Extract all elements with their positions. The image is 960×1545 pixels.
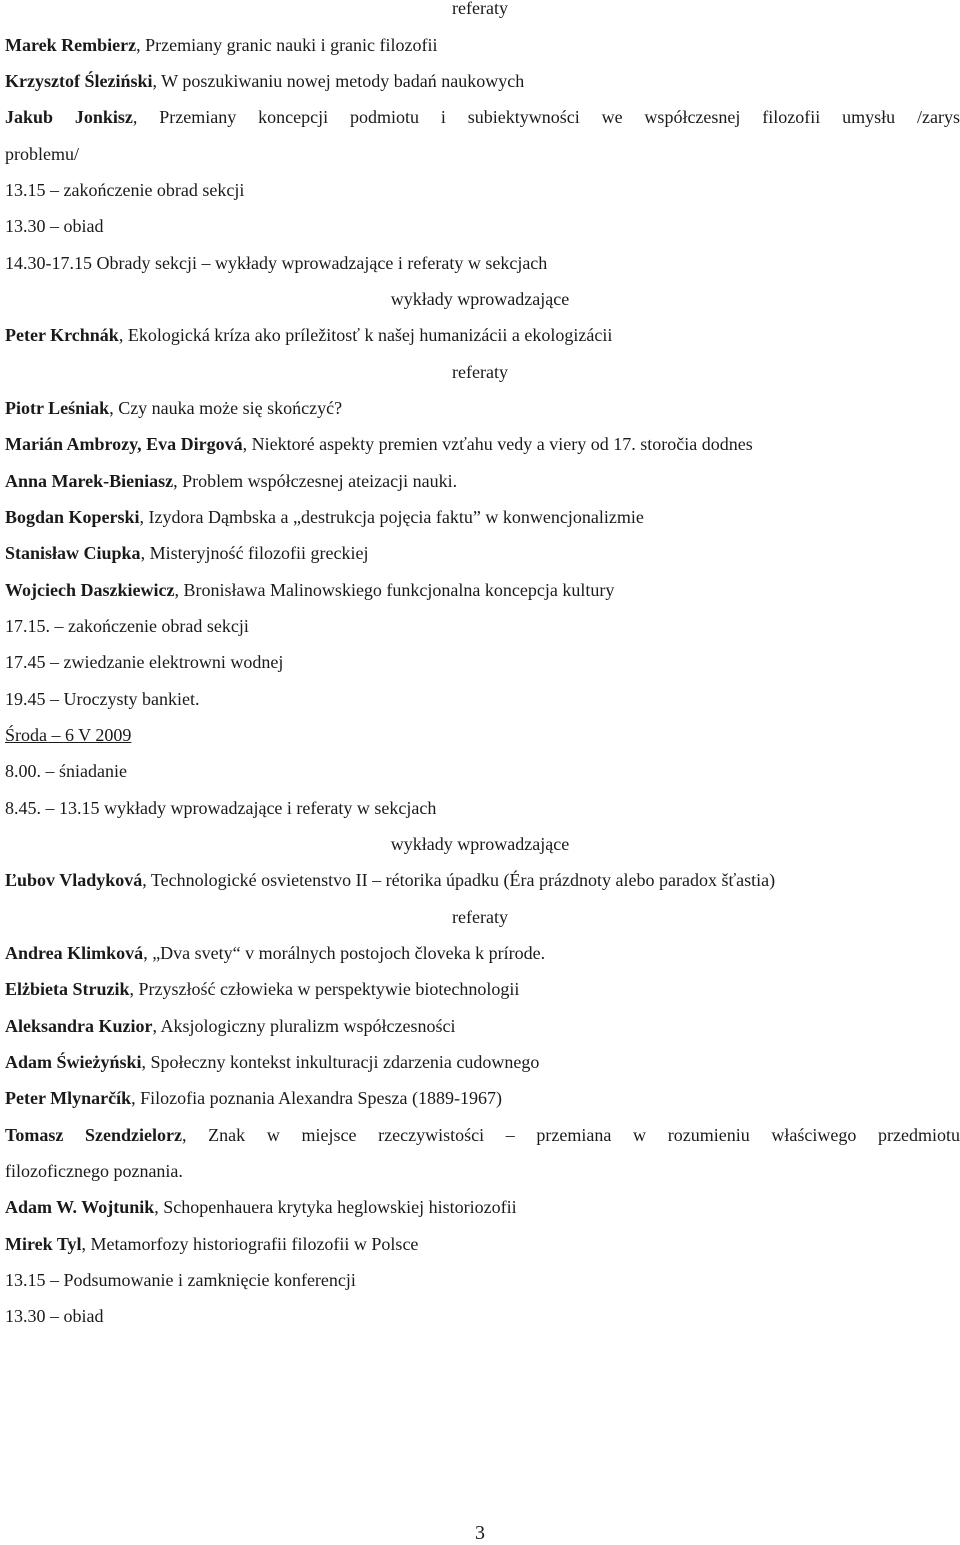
author-name: Elżbieta Struzik <box>5 979 130 999</box>
author-name: Ľubov Vladyková <box>5 870 143 890</box>
author-name: Wojciech Daszkiewicz <box>5 580 175 600</box>
entry-title: , Znak w miejsce rzeczywistości – przemiana w rozumieniu właściwego przedmiotu <box>181 1125 960 1145</box>
entry-title: , Ekologická kríza ako príležitosť k našej humanizácii a ekologizácii <box>118 325 613 345</box>
entry-ciupka <box>5 543 960 563</box>
entry-title: , Problem współczesnej ateizacji nauki. <box>173 471 458 491</box>
page-number: 3 <box>475 1522 485 1544</box>
entry-title: , „Dva svety“ v morálnych postojoch človeka k prírode. <box>143 943 546 963</box>
author-name: Andrea Klimková <box>5 943 144 963</box>
author-name: Piotr Leśniak <box>5 398 110 418</box>
entry-title: , Przyszłość człowieka w perspektywie biotechnologii <box>129 979 520 999</box>
entry-title: , Metamorfozy historiografii filozofii w Polsce <box>81 1234 419 1254</box>
schedule-item: 19.45 – Uroczysty bankiet. <box>5 689 200 709</box>
entry-title: , Filozofia poznania Alexandra Spesza (1889-1967) <box>131 1088 503 1108</box>
author-name: Peter Krchnák <box>5 325 119 345</box>
heading-wyklady-wprowadzajace: wykłady wprowadzające <box>390 289 570 309</box>
schedule-item: 17.45 – zwiedzanie elektrowni wodnej <box>5 652 284 672</box>
entry-title: , Schopenhauera krytyka heglowskiej historiozofii <box>154 1197 517 1217</box>
author-name: Peter Mlynarčík <box>5 1088 132 1108</box>
author-name: Aleksandra Kuzior <box>5 1016 153 1036</box>
entry-lesniak <box>5 398 960 418</box>
schedule-item: 13.30 – obiad <box>5 1306 104 1326</box>
entry-szendzielorz <box>5 1125 960 1145</box>
schedule-item: 13.15 – Podsumowanie i zamknięcie konferencji <box>5 1270 356 1290</box>
entry-koperski <box>5 507 960 527</box>
entry-jonkisz-continued: problemu/ <box>5 144 79 164</box>
author-name: Mirek Tyl <box>5 1234 82 1254</box>
entry-swiezynski <box>5 1052 960 1072</box>
schedule-item: 17.15. – zakończenie obrad sekcji <box>5 616 249 636</box>
entry-tyl <box>5 1234 960 1254</box>
entry-title: , Technologické osvietenstvo II – rétorika úpadku (Éra prázdnoty alebo paradox šťastia) <box>142 870 776 890</box>
entry-wojtunik <box>5 1197 960 1217</box>
day-heading: Środa – 6 V 2009 <box>5 725 132 745</box>
entry-title: , Aksjologiczny pluralizm współczesności <box>152 1016 456 1036</box>
entry-title: , Społeczny kontekst inkulturacji zdarzenia cudownego <box>141 1052 540 1072</box>
author-name: Bogdan Koperski <box>5 507 140 527</box>
author-name: Tomasz Szendzielorz <box>5 1125 182 1145</box>
entry-title: , Bronisława Malinowskiego funkcjonalna koncepcja kultury <box>174 580 615 600</box>
entry-daszkiewicz <box>5 580 960 600</box>
entry-title: , Czy nauka może się skończyć? <box>109 398 343 418</box>
author-name: Marek Rembierz <box>5 35 137 55</box>
entry-title: , Misteryjność filozofii greckiej <box>140 543 369 563</box>
author-name: Krzysztof Śleziński <box>5 71 153 91</box>
entry-struzik <box>5 979 960 999</box>
entry-title: , Przemiany koncepcji podmiotu i subiektywności we współczesnej filozofii umysłu /zarys <box>132 107 960 127</box>
entry-rembierz <box>5 35 960 55</box>
entry-title: , Izydora Dąmbska a „destrukcja pojęcia faktu” w konwencjonalizmie <box>139 507 644 527</box>
heading-referaty: referaty <box>452 907 508 927</box>
entry-slezinski <box>5 71 960 91</box>
entry-krchnak <box>5 325 960 345</box>
entry-vladykova <box>5 870 960 890</box>
author-name: Anna Marek-Bieniasz <box>5 471 174 491</box>
entry-marek-bieniasz <box>5 471 960 491</box>
entry-ambrozy-dirgova <box>5 434 960 454</box>
entry-kuzior <box>5 1016 960 1036</box>
author-name: Jakub Jonkisz <box>5 107 133 127</box>
entry-szendzielorz-continued: filozoficznego poznania. <box>5 1161 183 1181</box>
author-name: Stanisław Ciupka <box>5 543 141 563</box>
author-name: Adam W. Wojtunik <box>5 1197 155 1217</box>
author-name: Adam Świeżyński <box>5 1052 142 1072</box>
entry-jonkisz <box>5 107 960 127</box>
schedule-item: 13.15 – zakończenie obrad sekcji <box>5 180 245 200</box>
entry-title: , Niektoré aspekty premien vzťahu vedy a viery od 17. storočia dodnes <box>242 434 753 454</box>
heading-referaty: referaty <box>452 0 508 18</box>
entry-title: , Przemiany granic nauki i granic filozofii <box>136 35 438 55</box>
entry-mlynarcik <box>5 1088 960 1108</box>
schedule-item: 8.00. – śniadanie <box>5 761 127 781</box>
heading-referaty: referaty <box>452 362 508 382</box>
entry-title: , W poszukiwaniu nowej metody badań naukowych <box>152 71 525 91</box>
schedule-item: 13.30 – obiad <box>5 216 104 236</box>
entry-klimkova <box>5 943 960 963</box>
schedule-item: 8.45. – 13.15 wykłady wprowadzające i referaty w sekcjach <box>5 798 437 818</box>
heading-wyklady-wprowadzajace: wykłady wprowadzające <box>390 834 570 854</box>
schedule-item: 14.30-17.15 Obrady sekcji – wykłady wprowadzające i referaty w sekcjach <box>5 253 548 273</box>
author-name: Marián Ambrozy, Eva Dirgová <box>5 434 243 454</box>
